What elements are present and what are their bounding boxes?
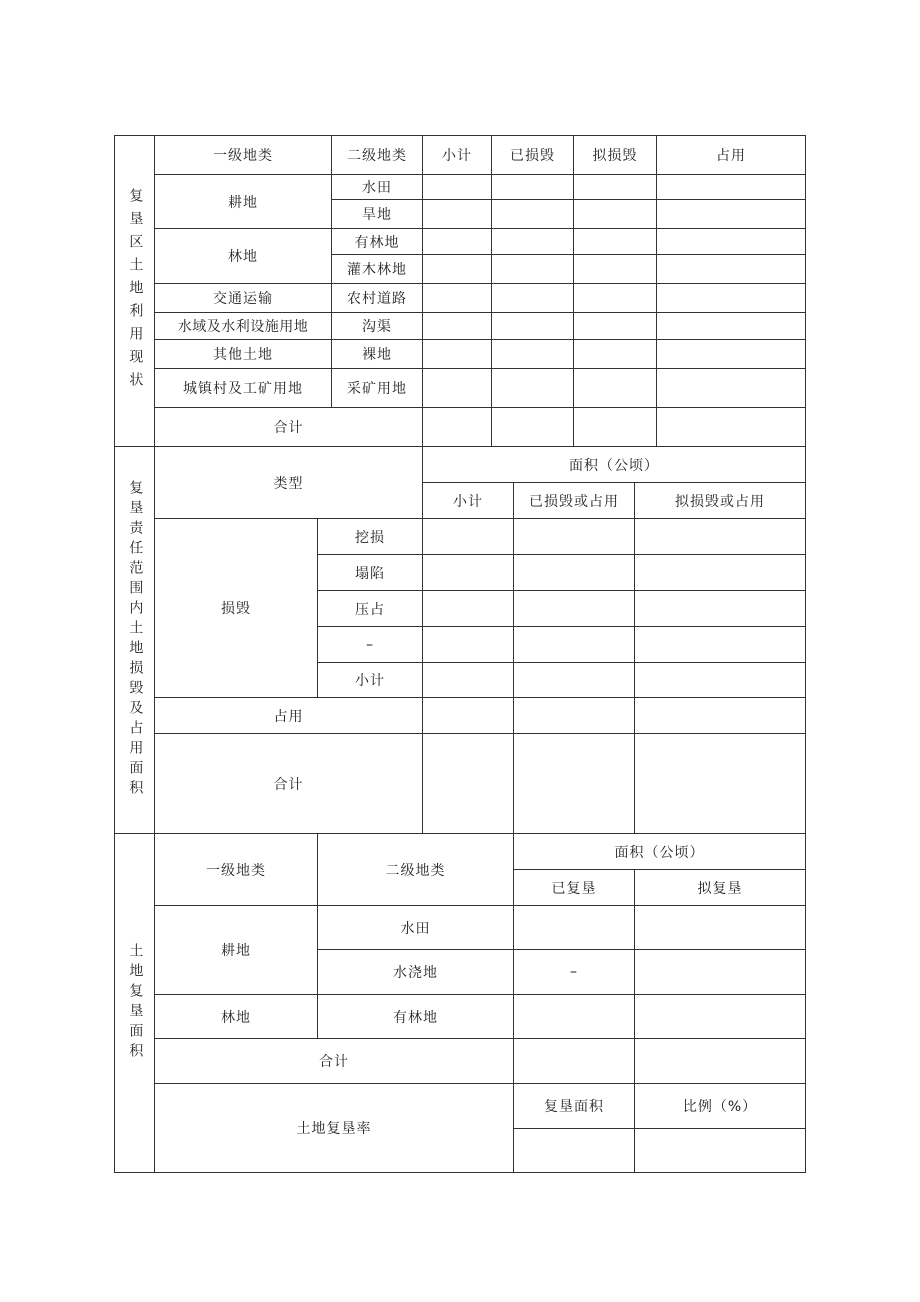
s1-ditch: 沟渠 [331,312,423,340]
s1-data-cell [573,254,657,284]
s3-data-cell [513,905,635,950]
s1-data-cell [422,174,492,200]
s1-transport: 交通运输 [154,283,332,313]
s1-header-to-damage: 拟损毁 [573,135,657,175]
s1-rural-road: 农村道路 [331,283,423,313]
s2-dash: – [317,626,423,663]
s2-subtotal: 小计 [317,662,423,698]
s1-data-cell [491,339,574,369]
s2-data-cell [634,554,806,591]
s2-data-cell [513,554,635,591]
s2-data-cell [513,626,635,663]
s1-data-cell [656,312,806,340]
s3-header-level1: 一级地类 [154,833,318,906]
s1-data-cell [573,312,657,340]
s1-dry-land: 旱地 [331,199,423,229]
s2-data-cell [513,590,635,627]
s3-wooded: 有林地 [317,994,514,1039]
s3-reclaim-area: 复垦面积 [513,1083,635,1129]
s1-data-cell [491,199,574,229]
section3-side-text: 土地复垦面积 [127,943,144,1063]
s2-data-cell [513,518,635,555]
s1-data-cell [422,339,492,369]
s3-paddy: 水田 [317,905,514,950]
s1-data-cell [573,407,657,447]
s2-occupy: 占用 [154,697,423,734]
s1-data-cell [573,228,657,255]
s3-data-cell [634,905,806,950]
s3-data-cell [634,1128,806,1173]
s3-data-cell [513,1128,635,1173]
section2-side-label [114,446,155,834]
s3-total: 合计 [154,1038,514,1084]
s2-data-cell [422,554,514,591]
s1-data-cell [491,312,574,340]
s1-data-cell [656,283,806,313]
s1-data-cell [422,312,492,340]
s1-data-cell [422,407,492,447]
s1-data-cell [422,199,492,229]
s3-data-cell [513,994,635,1039]
s1-data-cell [422,254,492,284]
s1-data-cell [656,174,806,200]
s1-data-cell [656,199,806,229]
s2-header-area: 面积（公顷） [422,446,806,483]
s1-data-cell [491,368,574,408]
s1-mining: 采矿用地 [331,368,423,408]
s2-data-cell [634,733,806,834]
s2-collapse: 塌陷 [317,554,423,591]
s1-data-cell [656,339,806,369]
s2-data-cell [634,662,806,698]
s1-header-level2: 二级地类 [331,135,423,175]
s2-data-cell [422,662,514,698]
s1-data-cell [573,174,657,200]
s1-bare: 裸地 [331,339,423,369]
s1-shrub: 灌木林地 [331,254,423,284]
s3-rate: 土地复垦率 [154,1083,514,1173]
s3-data-cell [634,994,806,1039]
s2-data-cell [513,697,635,734]
s3-irrigated: 水浇地 [317,949,514,995]
s1-data-cell [573,283,657,313]
section1-side-label [114,135,155,447]
s1-header-damaged: 已损毁 [491,135,574,175]
s2-data-cell [422,626,514,663]
s2-header-subtotal: 小计 [422,482,514,519]
s3-header-to-reclaim: 拟复垦 [634,869,806,906]
s2-data-cell [422,733,514,834]
s1-paddy: 水田 [331,174,423,200]
s2-data-cell [634,590,806,627]
s2-data-cell [634,626,806,663]
s2-data-cell [513,733,635,834]
s1-header-subtotal: 小计 [422,135,492,175]
s3-header-reclaimed: 已复垦 [513,869,635,906]
s2-damage: 损毁 [154,518,318,698]
s2-data-cell [634,697,806,734]
section1-side-text: 复垦区土地利用现状 [127,187,144,395]
s1-water: 水域及水利设施用地 [154,312,332,340]
s2-total: 合计 [154,733,423,834]
s3-arable: 耕地 [154,905,318,995]
s2-data-cell [422,518,514,555]
s1-header-occupied: 占用 [656,135,806,175]
s1-data-cell [422,228,492,255]
s3-data-cell [634,1038,806,1084]
section3-side-label [114,833,155,1173]
s3-irrigated-reclaimed-dash: – [513,949,635,995]
section2-side-text: 复垦责任范围内土地损毁及占用面积 [127,480,144,800]
s1-data-cell [422,283,492,313]
s1-data-cell [656,368,806,408]
s1-data-cell [491,254,574,284]
s2-header-to-damage-or-occupy: 拟损毁或占用 [634,482,806,519]
s1-header-level1: 一级地类 [154,135,332,175]
s1-data-cell [491,228,574,255]
s3-data-cell [513,1038,635,1084]
s1-arable: 耕地 [154,174,332,229]
s2-data-cell [634,518,806,555]
s1-data-cell [491,174,574,200]
s1-data-cell [491,407,574,447]
s1-other: 其他土地 [154,339,332,369]
s3-header-level2: 二级地类 [317,833,514,906]
s2-press: 压占 [317,590,423,627]
s1-data-cell [573,339,657,369]
s1-data-cell [573,199,657,229]
s3-forest: 林地 [154,994,318,1039]
s2-data-cell [422,697,514,734]
s1-data-cell [656,407,806,447]
s1-data-cell [422,368,492,408]
s1-data-cell [491,283,574,313]
s1-total: 合计 [154,407,423,447]
s3-data-cell [634,949,806,995]
s2-header-type: 类型 [154,446,423,519]
s2-header-damaged-or-occupied: 已损毁或占用 [513,482,635,519]
s1-forest: 林地 [154,228,332,284]
s1-urban: 城镇村及工矿用地 [154,368,332,408]
s1-wooded: 有林地 [331,228,423,255]
s2-data-cell [513,662,635,698]
s3-header-area: 面积（公顷） [513,833,806,870]
s1-data-cell [656,254,806,284]
s3-ratio: 比例（%） [634,1083,806,1129]
s1-data-cell [656,228,806,255]
s2-dig: 挖损 [317,518,423,555]
s1-data-cell [573,368,657,408]
s2-data-cell [422,590,514,627]
